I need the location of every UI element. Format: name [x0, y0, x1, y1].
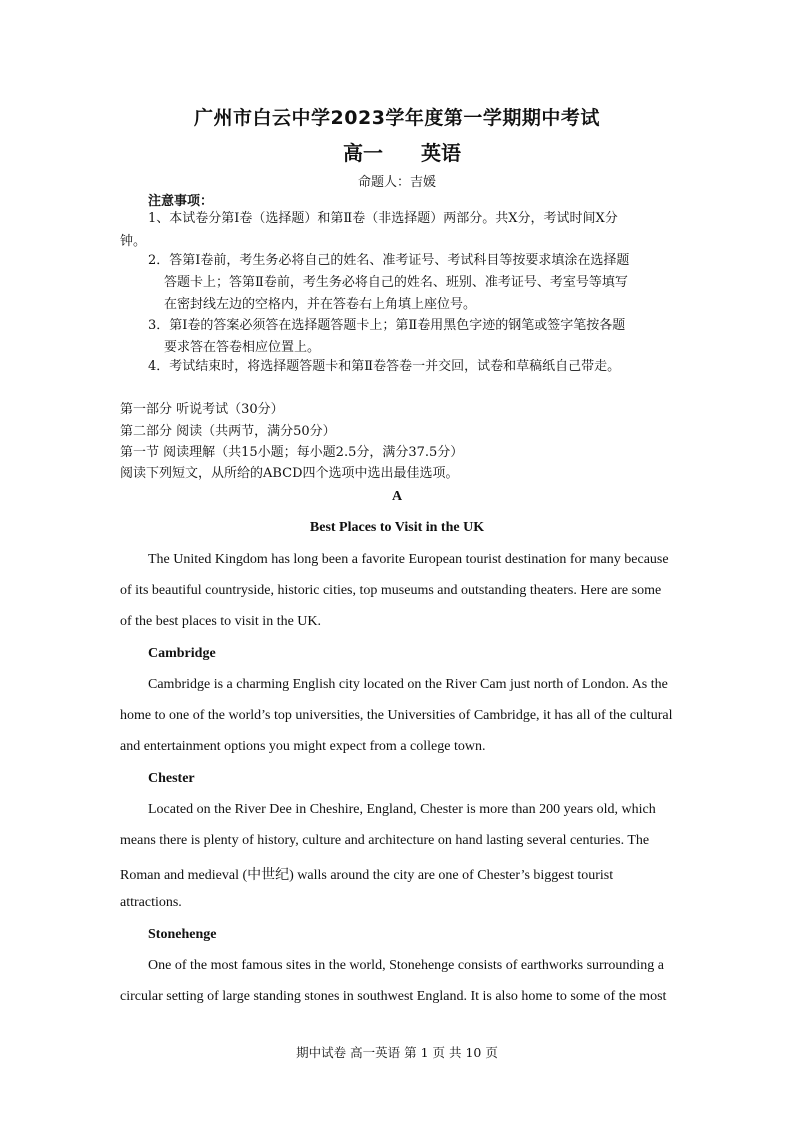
paragraph-line: and entertainment options you might expect from a college town. — [120, 739, 486, 754]
exam-title: 广州市白云中学2023学年度第一学期期中考试 — [194, 107, 600, 129]
paragraph-line: circular setting of large standing stones in southwest England. It is also home to some of the most — [120, 989, 667, 1004]
paragraph-line: attractions. — [120, 895, 182, 910]
note-item-1-cont: 钟。 — [120, 234, 147, 249]
part-1-heading: 第一部分 听说考试（30分） — [120, 402, 284, 417]
note-item-2-cont: 答题卡上；答第Ⅱ卷前，考生务必将自己的姓名、班别、准考证号、考室号等填写 — [164, 275, 628, 290]
heading-stonehenge: Stonehenge — [148, 927, 217, 942]
paragraph-line: One of the most famous sites in the world, Stonehenge consists of earthworks surrounding a — [148, 958, 664, 973]
grade-label: 高一 — [343, 141, 383, 165]
notes-heading: 注意事项： — [148, 194, 214, 209]
paragraph-line: of the best places to visit in the UK. — [120, 614, 322, 629]
heading-cambridge: Cambridge — [148, 646, 216, 661]
part-2-heading: 第二部分 阅读（共两节，满分50分） — [120, 424, 336, 439]
grade-subject — [343, 137, 461, 166]
note-item-1: 1、本试卷分第Ⅰ卷（选择题）和第Ⅱ卷（非选择题）两部分。共X分，考试时间X分 — [148, 211, 618, 226]
section-1-heading: 第一节 阅读理解（共15小题；每小题2.5分，满分37.5分） — [120, 445, 464, 460]
note-item-3-cont: 要求答在答卷相应位置上。 — [164, 340, 321, 355]
note-item-4: 4．考试结束时，将选择题答题卡和第Ⅱ卷答卷一并交回，试卷和草稿纸自己带走。 — [148, 359, 621, 374]
paragraph-line: Roman and medieval (中世纪) walls around the city are one of Chester’s biggest tourist — [120, 868, 614, 883]
passage-label: A — [391, 489, 403, 504]
paragraph-line: Cambridge is a charming English city located on the River Cam just north of London. As the — [148, 677, 668, 692]
subject-label: 英语 — [421, 141, 461, 165]
page-footer: 期中试卷 高一英语 第 1 页 共 10 页 — [296, 1045, 498, 1060]
author-line: 命题人：吉媛 — [357, 175, 436, 190]
heading-chester: Chester — [148, 771, 195, 786]
paragraph-line: home to one of the world’s top universities, the Universities of Cambridge, it has all of the cultural — [120, 708, 673, 723]
note-item-3: 3．第Ⅰ卷的答案必须答在选择题答题卡上；第Ⅱ卷用黑色字迹的钢笔或签字笔按各题 — [148, 318, 626, 333]
paragraph-line: The United Kingdom has long been a favorite European tourist destination for many because — [148, 552, 669, 567]
passage-title: Best Places to Visit in the UK — [309, 520, 485, 535]
note-item-2-cont: 在密封线左边的空格内，并在答卷右上角填上座位号。 — [164, 297, 477, 312]
paragraph-line: Located on the River Dee in Cheshire, England, Chester is more than 200 years old, which — [148, 802, 656, 817]
note-item-2: 2．答第Ⅰ卷前，考生务必将自己的姓名、准考证号、考试科目等按要求填涂在选择题 — [148, 253, 630, 268]
reading-instruction: 阅读下列短文，从所给的ABCD四个选项中选出最佳选项。 — [120, 466, 459, 481]
paragraph-line: of its beautiful countryside, historic cities, top museums and outstanding theaters. Here are some — [120, 583, 662, 598]
paragraph-line: means there is plenty of history, culture and architecture on hand lasting several centuries. The — [120, 833, 650, 848]
